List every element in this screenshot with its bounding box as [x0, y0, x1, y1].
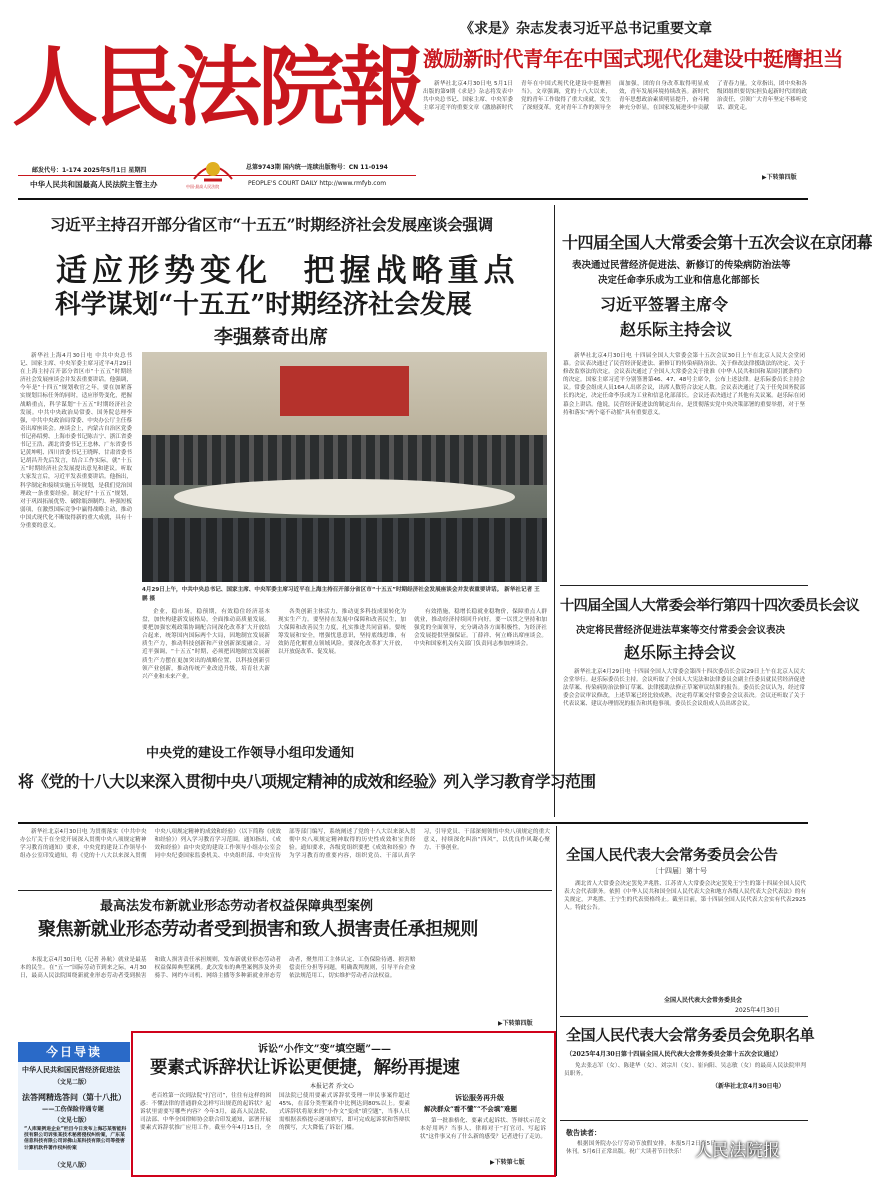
feature-inset-sub: 解决群众“看不懂”“不会填”难题 — [424, 1105, 517, 1113]
feature-headline: 要素式诉辞状让诉讼更便捷，解纷再提速 — [150, 1058, 460, 1078]
digest-item-1-note: （文见二版） — [54, 1079, 91, 1086]
npc-subhead-1: 表决通过民营经济促进法、新修订的传染病防治法等 — [572, 260, 791, 271]
feature-inset-body: 第一批准格化、要素式起诉状、答辩状示范文本好用吗？当事人、律师对于“打官司、写起诉状”这件事又有了什么新的感受？记者进行了走访。 — [420, 1118, 546, 1141]
lead-col-2: 企业，稳市场，稳预期，有效稳住经济基本盘，加快构建新发展格局，全面推动高质量发展。要把加强宏观政策协调配合同深化改革扩大开放结合起来，统筹国内国际两个大局，因地制宜发展新质生产力，推动科技创新和产业创新深度融合。习近平强调，“十五五”时期，必须把因地制宜发展新质生产力摆在更加突出的战略位置，以科技创新引领产业创新，推动传统产业改造升级，培育壮大新兴产业和未来产业。 — [142, 609, 270, 680]
lead-kicker: 习近平主持召开部分省区市“十五五”时期经济社会发展座谈会强调 — [50, 215, 493, 234]
npc-headline: 十四届全国人大常委会第十五次会议在京闭幕 — [562, 233, 872, 252]
appointment-subhead: （2025年4月30日第十四届全国人民代表大会常务委员会第十五次会议通过） — [566, 1051, 782, 1058]
labor-body: 本报北京4月30日电（记者 孙航）就业是最基本的民生。在“五一”国际劳动节到来之际，4月30日，最高人民法院围绕新就业形态劳动者受到损害和致人损害责任承担规则，发布新就业形态劳动者权益保障典型案例。此次发布的典型案例涉及外卖骑手、网约车司机、网络主播等多种新就业形态劳动者，聚焦用工主体认定、工伤保险待遇、损害赔偿责任分担等问题，明确裁判规则，引导平台企业依法规范用工，切实维护劳动者合法权益。 — [20, 957, 416, 980]
lead-col-4: 有效措施，稳增长稳就业稳物价，保障重点人群就业，推动经济持续回升向好。要一以贯之坚持和加强党的全面领导，充分调动各方面积极性，为经济社会发展提供坚强保证。丁薛祥、何立峰出席座谈会。中央和国家机关有关部门负责同志参加座谈会。 — [414, 609, 547, 648]
digest-item-2-sub: ——工伤保险待遇专题 — [42, 1106, 104, 1113]
digest-item-2-note: （文见七版） — [54, 1117, 91, 1124]
masthead-english: PEOPLE'S COURT DAILY http://www.rmfyb.com — [248, 180, 387, 187]
top-story-body: 新华社北京4月30日电 5月1日出版的第9期《求是》杂志将发表中共中央总书记、国家主席、中央军委主席习近平的重要文章《激励新时代青年在中国式现代化建设中挺膺担当》。文章强调，党的十八大以来，党的青年工作取得了重大成就，发生了深刻变革。党对青年工作的领导全面加强，团的自身改革取得明显成效，青年发展环境持续改善。新时代青年思想政治素质明显提升，奋斗精神充分彰显，在国家发展进步中贡献了青春力量。文章指出，团中央和各级团组织要切实担负起新时代团的政治责任，引领广大青年坚定不移听党话、跟党走。 — [423, 81, 807, 112]
announcement-rule — [560, 1016, 808, 1017]
labor-headline: 聚焦新就业形态劳动者受到损害和致人损害责任承担规则 — [38, 919, 478, 940]
npc-subhead-3: 习近平签署主席令 — [600, 295, 729, 314]
feature-kicker: 诉讼“小作文”变“填空题”—— — [258, 1044, 392, 1055]
lower-divider — [556, 826, 557, 1176]
announcement-signer: 全国人民代表大会常务委员会 — [664, 997, 743, 1004]
top-story-next: ▶下转第四版 — [762, 174, 797, 181]
emblem-text: 中国·最高人民法院 — [186, 184, 220, 189]
lead-col-3: 各类创新主体活力，推动更多科技成果转化为现实生产力。要坚持在发展中保障和改善民生，加大保障和改善民生力度，扎实推进共同富裕。要统筹发展和安全，增强忧患意识，坚持底线思维，有效防范化解重点领域风险。要深化改革扩大开放，以开放促改革、促发展。 — [278, 609, 406, 656]
party-headline: 将《党的十八大以来深入贯彻中央八项规定精神的成效和经验》列入学习教育学习范围 — [18, 772, 596, 791]
digest-title: 今日导读 — [18, 1042, 130, 1062]
announcement-number: 〔十四届〕第十号 — [651, 867, 707, 875]
digest-item-3[interactable]: “人库案例进企业”栏目今日发布上海芯某智能科技有限公司诉张某技术秘密侵权纠纷案，广东某信息科技有限公司诉佛山某科技有限公司等侵害计算机软件著作权纠纷案 — [24, 1127, 127, 1151]
party-body: 新华社北京4月30日电 为贯彻落实《中共中央办公厅关于在全党开展深入贯彻中央八项规定精神学习教育的通知》要求，中央党的建设工作领导小组办公室印发通知，将《党的十八大以来深入贯彻中央八项规定精神的成效和经验》（以下简称《成效和经验》）列入学习教育学习范围。通知指出，《成效和经验》由中央党的建设工作领导小组办公室会同中央纪委国家监委机关、中央组织部、中央宣传部等部门编写，系统阐述了党的十八大以来深入贯彻中央八项规定精神取得的历史性成效和宝贵经验。通知要求，各级党组织要把《成效和经验》作为学习教育的重要内容，组织党员、干部认真学习，引导党员、干部深刻领悟中央八项规定的重大意义，持续深化纠治“四风”，以优良作风凝心聚力、干事创业。 — [20, 829, 550, 860]
top-story-kicker: 《求是》杂志发表习近平总书记重要文章 — [460, 21, 712, 37]
notice-body: 根据国务院办公厅劳动节放假安排，本报5月2日至5日休刊。5月6日正常出版。祝广大读者节日快乐！ — [566, 1141, 716, 1156]
masthead-info-line: 邮发代号：1-174 2025年5月1日 星期四 — [32, 167, 147, 174]
appointment-body: 免去张志军（女）、陈建华（女）、刘宗川（女）、崔向阳、吴志敏（女）的最高人民法院审判员职务。 — [564, 1063, 806, 1078]
appointment-headline: 全国人民代表大会常务委员会免职名单 — [566, 1026, 815, 1044]
feature-next: ▶下转第七版 — [490, 1159, 525, 1166]
announcement-headline: 全国人民代表大会常务委员会公告 — [566, 847, 778, 864]
digest-item-3-note: （文见八版） — [54, 1162, 91, 1169]
appointment-credit: （新华社北京4月30日电） — [712, 1083, 785, 1090]
npc-subhead-4: 赵乐际主持会议 — [620, 320, 733, 339]
npc2-subhead: 决定将民营经济促进法草案等交付常委会会议表决 — [576, 625, 786, 636]
npc2-subhead-2: 赵乐际主持会议 — [624, 643, 737, 662]
notice-title: 敬告读者： — [566, 1128, 601, 1137]
digest-item-1[interactable]: 中华人民共和国民营经济促进法 — [22, 1065, 120, 1074]
mid-rule — [18, 822, 808, 824]
lead-headline-1: 适应形势变化 把握战略重点 — [56, 253, 520, 289]
party-rule — [18, 890, 552, 891]
labor-kicker: 最高法发布新就业形态劳动者权益保障典型案例 — [100, 899, 374, 914]
court-emblem-icon — [190, 151, 236, 187]
npc-body: 新华社北京4月30日电 十四届全国人大常委会第十五次会议30日上午在北京人民大会堂闭幕。会议表决通过了民营经济促进法、新修订的传染病防治法、关于修改法律援助法的决定、关于修改监察法的决定。会议表决通过了全国人大常委会关于批准《中华人民共和国和某国引渡条约》的决定。国家主席习近平分别签署第46、47、48号主席令，公布上述法律。赵乐际委员长主持会议。常委会组成人员164人出席会议，出席人数符合法定人数。会议表决通过了关于任免国务院部长的决定，决定任命李乐成为工业和信息化部部长。会议还表决通过了其他有关议案。赵乐际在闭幕会上讲话。他说，民营经济促进法的制定出台，是贯彻落实党中央决策部署的重要举措，对于坚持和落实“两个毫不动摇”具有重要意义。 — [563, 353, 805, 416]
top-story-headline: 激励新时代青年在中国式现代化建设中挺膺担当 — [423, 47, 843, 71]
lead-headline-2: 科学谋划“十五五”时期经济社会发展 — [55, 290, 472, 320]
masthead-title: 人民法院報 — [12, 37, 422, 138]
party-kicker: 中央党的建设工作领导小组印发通知 — [146, 746, 355, 761]
feature-inset-title: 诉讼服务再升级 — [455, 1093, 504, 1102]
feature-body: 老百姓第一次到法院“打官司”，往往有这样的困惑：不懂法律的普通群众怎样写出规范的起诉状？起诉状里需要写哪些内容？今年3月，最高人民法院、司法部、中华全国律师协会联合印发通知，部署开展要素式诉辞状推广应用工作。截至今年4月15日，全国法院已使用要素式诉辞状受理一审民事案件超过45%，在部分类型案件中比例达到80%以上。要素式诉辞状将原来的“小作文”变成“填空题”，当事人只需根据表格提示逐项填写，即可完成起诉状和答辩状的撰写，大大降低了诉讼门槛。 — [140, 1093, 410, 1132]
lead-photo — [142, 352, 547, 582]
digest-item-2[interactable]: 法答网精选答问（第十八批） — [22, 1092, 126, 1102]
lead-subhead: 李强蔡奇出席 — [214, 326, 329, 348]
lead-photo-caption: 4月29日上午，中共中央总书记、国家主席、中央军委主席习近平在上海主持召开部分省区市“十五五”时期经济社会发展座谈会并发表重要讲话。 新华社记者 王 鹏 摄 — [142, 587, 540, 602]
npc-subhead-2: 决定任命李乐成为工业和信息化部部长 — [598, 275, 760, 286]
masthead-issue: 总第9743期 国内统一连续出版物号：CN 11-0194 — [246, 164, 388, 171]
feature-byline: 本报记者 乔文心 — [310, 1083, 354, 1090]
appointment-rule — [560, 1120, 808, 1121]
announcement-body: 湖北省人大常委会决定罢免尹兆胜、江苏省人大常委会决定罢免王宁生的第十四届全国人民代表大会代表职务。依照《中华人民共和国全国人民代表大会和地方各级人民代表大会代表法》的有关规定，尹兆胜、王宁生的代表资格终止。截至目前，第十四届全国人民代表大会实有代表2925人。特此公告。 — [564, 881, 806, 912]
lead-body: 新华社上海4月30日电 中共中央总书记、国家主席、中央军委主席习近平4月29日在上海主持召开部分省区市“十五五”时期经济社会发展座谈会并发表重要讲话。他强调，今年是“十四五”规划收官之年，要在加紧落实规划目标任务的同时，适应形势变化，把握战略重点，科学谋划“十五五”时期经济社会发展。中共中央政治局常委、国务院总理李强，中共中央政治局常委、中央办公厅主任蔡奇出席座谈会。座谈会上，内蒙古自治区党委书记孙绍骋、上海市委书记陈吉宁、浙江省委书记王浩、湖北省委书记王忠林、广东省委书记黄坤明、四川省委书记王晓晖、甘肃省委书记胡昌升先后发言，结合工作实际，就“十五五”时期经济社会发展提出意见和建议。听取大家发言后，习近平发表重要讲话。他指出，科学制定和接续实施五年规划，是我们党治国理政一条重要经验。制定好“十五五”规划，对于巩固拓展优势、破除瓶颈制约、补强短板弱项，在激烈国际竞争中赢得战略主动，推动中国式现代化不断取得新的重大成就，具有十分重要的意义。 — [20, 353, 132, 529]
center-divider — [554, 205, 555, 817]
watermark: 人民法院报 — [695, 1141, 780, 1161]
npc-rule — [560, 585, 808, 586]
npc2-headline: 十四届全国人大常委会举行第四十四次委员长会议 — [560, 598, 859, 614]
labor-next: ▶下转第四版 — [498, 1020, 533, 1027]
masthead-sponsor: 中华人民共和国最高人民法院主管主办 — [30, 180, 158, 189]
npc2-body: 新华社北京4月29日电 十四届全国人大常委会第四十四次委员长会议29日上午在北京人民大会堂举行。赵乐际委员长主持。会议听取了全国人大宪法和法律委员会副主任委员就民营经济促进法草案、传染病防治法修订草案、法律援助法修正草案审议结果的报告。委员长会议认为，经过常委会会议审议修改，上述草案已经比较成熟，决定将草案交付常委会会议表决。会议还听取了关于代表议案、建议办理情况的报告和其他事项。委员长会议组成人员出席会议。 — [563, 669, 805, 708]
announcement-date: 2025年4月30日 — [735, 1007, 780, 1014]
top-rule — [18, 198, 808, 200]
